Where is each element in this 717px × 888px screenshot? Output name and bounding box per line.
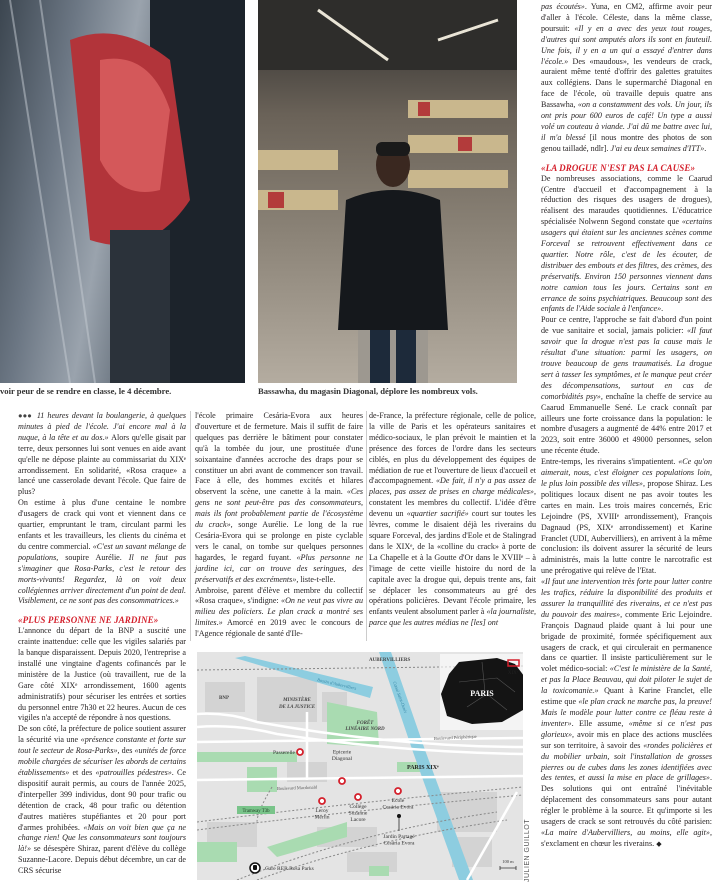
label-ministere-1: MINISTÈRE — [283, 698, 311, 703]
svg-text:Tramway T3b: Tramway T3b — [242, 809, 270, 814]
article-paragraph — [541, 577, 712, 850]
quote-text: «certains usagers qui étaient sur les anciennes scènes comme Forceval se retrouvent effectivement dans ce quartier. Notre rôle, c'est de les écouter, de distribuer des embouts et des filtres, des crèmes, des préservatifs. Environ 150 personnes viennent dans notre camion tous les jours. Certains sont en errance de soins psychiatriques. Beaucoup sont des enfants de l'Aide sociale à l'enfance» — [541, 217, 712, 314]
label-bnp: BNP — [219, 696, 229, 701]
body-text: l'école primaire Cesária-Evora aux heures d'ouverture et de fermeture. Mais il suffit de faire quelques pas derrière le bâtiment pour constater qu'à la tombée du jour, une prostituée d'une soixantaine d'années accroche des draps pour se constituer un abri avant de commencer son travail. Face à elle, des hommes excités et hilares observent la scène, une canette à la main. — [195, 411, 363, 497]
photo-right-caption: Bassawha, du magasin Diagonal, déplore les nombreux vols. — [258, 386, 478, 396]
label-foret-2: LINÉAIRE NORD — [345, 727, 385, 732]
body-text: , constatent les membres du collectif. L'idée d'être devenu un — [369, 487, 536, 519]
location-marker-icon — [339, 778, 345, 784]
quote-text: «De fait, il n'y a pas assez de places, pas assez de prises en charge médicales» — [369, 476, 536, 497]
quote-text: «Il faut savoir que la drogue n'est pas la cause mais le résultat d'une situation: parmi les usagers, on trouve beaucoup de gens traumatisés. La drogue sert à tasser les symptômes, et le manque peut créer des décompensations, surtout en cas de comorbidités psy» — [541, 326, 712, 401]
location-marker-icon — [355, 794, 361, 800]
continuation-dots-icon: ●●● — [18, 411, 32, 420]
article-paragraph — [541, 457, 712, 577]
map-point-label: Jardin Partagé — [383, 834, 415, 840]
body-text: On estime à plus d'une centaine le nombre d'usagers de crack qui vont et viennent dans ce quartier, empruntant le tram, circulant parmi les enfants et les travailleurs, les clients du cinéma et du centre commercial. — [18, 498, 186, 551]
quote-text: «Ces gens ne sont peut-être pas des consommateurs, mais ils font probablement partie de l'écosystème du crack» — [195, 487, 363, 530]
article-paragraph — [195, 411, 363, 586]
quote-text: «la journaliste, parce que les autres médias ne [les] ont — [369, 607, 537, 628]
location-marker-icon — [297, 749, 303, 755]
inset-xix-label: XIXᵉ — [507, 671, 519, 676]
body-text: et des — [69, 768, 96, 777]
inset-paris-label: PARIS — [470, 689, 494, 698]
end-mark-icon: ◆ — [656, 839, 662, 848]
article-paragraph — [195, 586, 363, 641]
body-text: Entre-temps, les riverains s'impatientent. — [541, 457, 679, 467]
body-text: Alors qu'elle gisait par terre, deux personnes lui sont venues en aide avant qu'elle ne dépose plainte au commissariat du XIXᵉ arrondissement. En solidarité, «Rosa craque» a lancé une casserolade devant l'école. Que faire de plus? — [18, 432, 186, 497]
label-boulevard: Boulevard Macdonald — [276, 784, 318, 791]
body-text: . — [661, 304, 664, 314]
article-column-2 — [195, 411, 363, 640]
article-column-1 — [18, 411, 186, 877]
body-text: [il nous montre des photos de son genou tailladé, ndlr]. — [541, 132, 712, 153]
article-column-3 — [369, 411, 536, 629]
label-gare: Gare RER Rosa Parks — [265, 866, 314, 872]
body-text: Des «maudous», les vendeurs de crack, auraient même tenté d'offrir des galettes gratuites aux collégiens. Dans le supermarché Diagonal en face de l'école, où travaille depuis quatre ans Bassawha, — [541, 56, 712, 110]
quote-text: «C'est un savant mélange de populations, — [18, 541, 187, 562]
map-point-label: Epicerie — [332, 749, 352, 756]
quote-text: «unités de force mobile chargées de sécuriser les abords de certains établissements» — [18, 746, 186, 777]
body-text: , liste-t-elle. — [296, 574, 336, 584]
map-point-label: Passerelle — [273, 750, 295, 756]
body-text: . — [704, 143, 707, 153]
body-text: . Ce dispositif aurait permis, au cours de l'année 2025, d'interpeller 399 individus, dont 90 pour trafic ou détention de crack, 48 pour trafic ou détention d'autres matières stupéfiantes et 20 pour port d'armes prohibées. — [18, 768, 186, 832]
photo-right-illustration — [258, 0, 517, 383]
quote-text: «C'est le ministère de la Santé, et pas la Place Beauvau, qui doit piloter le sujet de la toxicomanie.» — [541, 664, 712, 696]
paris-inset — [440, 654, 523, 730]
label-bassin: Bassin d'Aubervilliers — [316, 677, 357, 691]
svg-text:100 m: 100 m — [502, 859, 514, 864]
body-text: Ambroise, parent d'élève et membre du collectif «Rosa craque», s'indigne: — [195, 585, 363, 606]
body-text: . Yuna, en CM2, affirme avoir peur d'aller à l'école. Céleste, dans la même classe, poursuit: — [541, 2, 712, 33]
label-peripherique: Boulevard Périphérique — [433, 733, 477, 741]
map-point-label: Leroy — [315, 808, 329, 814]
quote-text: «Ce qu'on aimerait, nous, c'est éloigner ces populations loin, le plus loin possible des villes» — [541, 457, 712, 488]
quote-text: «La maire d'Aubervilliers, au moins, elle agit» — [541, 827, 710, 837]
neighborhood-map — [197, 652, 523, 880]
quote-text: «on a constamment des vols. Un jour, ils ont pris pour 600 euros de café! Un type a aussi volé un couteau à viande. J'ai dû me battre avec lui, il m'a blessé — [541, 100, 712, 142]
label-canal: Canal Saint-Denis — [392, 680, 409, 714]
article-paragraph — [541, 2, 712, 155]
map-point-label: Ecole — [391, 798, 405, 804]
article-paragraph — [18, 411, 186, 498]
point-dot-icon — [397, 814, 401, 818]
map-point-label: Lacore — [350, 817, 366, 823]
map-point-label: Diagonal — [331, 756, 353, 762]
body-text: , commente Eric Lejoindre. François Dagnaud plaide quant à lui pour une brigade de proximité, formée spécifiquement aux usagers de crack, et qui circulerait en permanence dans ce quartier. Il insiste particulièrement sur le volet médico-social: — [541, 609, 712, 674]
quote-text: «le plan crack ne marche pas, la preuve! Mais le modèle pour lutter contre ce fléau reste à inventer» — [541, 697, 712, 728]
body-text: , s'exclament en chœur les riverains. — [541, 827, 712, 848]
quote-text: «quartier sacrifié» — [406, 509, 469, 519]
quote-text: J'ai eu deux semaines d'ITT» — [610, 143, 705, 153]
label-ministere-2: DE LA JUSTICE — [278, 705, 316, 710]
article-column-4 — [541, 2, 712, 850]
article-paragraph — [18, 626, 186, 724]
quote-text: «présence constante et forte sur tout le secteur de Rosa-Parks» — [18, 735, 186, 756]
body-text: Amorcé en 2019 avec le concours de l'Agence régionale de santé d'Ile- — [195, 618, 363, 639]
body-text: Pour ce centre, l'approche se fait d'abord d'un point de vue sanitaire et social, jamais policier: — [541, 315, 712, 336]
body-text: De nombreuses associations, comme le Caarud (Centre d'accueil et d'accompagnement à la réduction des risques des usagers de drogues), réalisent des maraudes quotidiennes. L'éducatrice spécialisée Nolwenn Segond constate que — [541, 173, 712, 227]
quote-text: «Il y en a avec des yeux tout rouges, d'autres qui sont amputés alors ils sont en fauteuil. Une fois, il y en a un qui a essayé d'entrer dans l'école.» — [541, 23, 712, 66]
label-foret-1: FORÊT — [356, 721, 374, 726]
quote-text: «Il faut une intervention très forte pour lutter contre les trafics, réduire la disponibilité des produits et assurer la tranquillité des riverains, et ce n'est pas du pouvoir des maires» — [541, 577, 712, 619]
body-text: de-France, la préfecture régionale, celle de police, la ville de Paris et les opérateurs sanitaires et médico-sociaux, le plan prévoit le maintien et la présence des forces de l'ordre dans les secteurs ciblés, en plus du développement des équipes de médiation de rue et l'ouverture de lieux d'accueil et d'accompagnement. — [369, 411, 536, 486]
body-text: L'annonce du départ de la BNP a suscité une crainte inattendue: celle que les vigiles salariés par la banque disparaissent. Depuis 2020, l'entreprise a installé une vingtaine d'agents cofinancés par le ministère de la Justice (où travaillent, rue de la Gare côté XIXᵉ arrondissement, 1600 agents administratifs) pour sécuriser les entrées et sorties du personnel entre 7h30 et 22 heures. Aucun de ces vigiles n'a accepté de répondre à nos questions. — [18, 626, 186, 723]
map-point-label: Merlin — [314, 814, 330, 821]
tram-label — [237, 806, 275, 814]
label-paris-xix: PARIS XIXᵉ — [407, 765, 439, 771]
location-marker-icon — [319, 798, 325, 804]
column-divider — [190, 411, 191, 641]
quote-text: «Plus personne ne jardine ici, car on trouve des seringues, des préservatifs et des excréments» — [195, 552, 363, 584]
label-aubervilliers: AUBERVILLIERS — [369, 658, 411, 663]
body-text: , songe Aurélie. Le long de la rue Cesária-Evora qui se prolonge en piste cyclable vers le canal, on tombe sur quelques personnes hagardes, le regard fuyant. — [195, 520, 363, 562]
quote-text: «On ne veut pas vivre au milieu des policiers. Le plan crack a montré ses limites.» — [195, 596, 364, 628]
quote-text: Il ne faut pas s'imaginer que Rosa-Parks, c'est le retour des morts-vivants! Regardez, là on voit deux collégiennes arriver directement d'un point de deal. Visiblement, ce ne sont pas des consommatrices.» — [18, 552, 186, 606]
body-text: . Elle assume, — [571, 718, 629, 728]
body-text: , propose Shiraz. Les politiques locaux disent ne pas avoir toutes les cartes en main. Les trois maires concernés, Eric Lejoindre (PS, XVIIIᵉ arrondissement), François Dagnaud (PS, XIXᵉ arrondissement) et Karine Franclet (UDI, Aubervilliers), en arrivent à la même conclusion: ils doivent assurer la sécurité de leurs administrés, mais la lutte contre le narcotrafic est une prérogative qui relève de l'Etat. — [541, 478, 712, 576]
map-point-label: Suzanne — [348, 810, 368, 817]
body-text: , avoir mis en place des actions musclées sur son territoire, à savoir des — [541, 729, 712, 750]
photo-left — [0, 0, 245, 383]
body-text: court sur toutes les lèvres, comme le disaient déjà les riverains du square Forceval, des jardins d'Eole et de Stalingrad dans le XIXᵉ, de la «colline du crack» à porte de La Chapelle et à la Goutte d'Or dans le XVIIIᵉ – à l'image de cette vieille histoire du nord de la capitale avec la drogue qui, depuis trente ans, fait se déplacer les consommateurs au gré des opérations policières. Devant l'école primaire, les enfants veulent absolument parler à — [369, 509, 536, 617]
column-divider — [366, 411, 367, 641]
quote-text: 11 heures devant la boulangerie, à quelques minutes à pied de l'école. J'ai encore mal à la nuque, à la tête et au dos.» — [18, 411, 186, 442]
map-point — [273, 749, 303, 756]
map-point-label: Cesária Evora — [382, 804, 414, 811]
quote-text: «patrouilles pédestres» — [95, 768, 172, 777]
body-text: , des — [117, 746, 135, 756]
body-text: De son côté, la préfecture de police soutient assurer la sécurité via une — [18, 724, 186, 745]
photo-right — [258, 0, 517, 383]
map-point-label: Cesária Evora — [383, 840, 415, 847]
article-paragraph — [369, 411, 536, 629]
quote-text: «même si ce n'est pas glorieux» — [541, 718, 712, 739]
article-paragraph — [18, 724, 186, 877]
quote-text: pas écoutés» — [541, 2, 585, 11]
body-text: Quant à Karine Franclet, elle estime que — [541, 686, 712, 707]
map-credit: JULIEN GUILLOT — [524, 818, 531, 882]
photo-left-caption: voir peur de se rendre en classe, le 4 décembre. — [0, 386, 172, 396]
quote-text: «Mais on voit bien que ça ne change rien! Que les consommateurs sont toujours là!» — [18, 822, 186, 854]
map-point-label: Collège — [349, 804, 367, 810]
section-heading: «PLUS PERSONNE NE JARDINE» — [18, 615, 159, 626]
body-text: . Des solutions qui ont entraîné l'inévitable déplacement des consommateurs sans pour autant régler le problème à la source. Et qu'importe si les usagers de crack se sont retrouvés du côté parisien: — [541, 773, 712, 827]
article-paragraph — [18, 498, 186, 607]
location-marker-icon — [395, 788, 401, 794]
body-text: , enchaîne la cheffe de service au Caarud Emmanuelle Sené. Le crack connaît par ailleurs une forte croissance dans la population: le nombre d'usagers a augmenté de 44% entre 2017 et 2023, soit entre 36000 et 49000 personnes, selon une récente étude. — [541, 391, 713, 456]
photo-left-illustration — [0, 0, 245, 383]
section-heading: «LA DROGUE N'EST PAS LA CAUSE» — [541, 162, 696, 173]
article-paragraph — [541, 315, 712, 457]
body-text: soupire Aurélie. — [58, 552, 129, 562]
body-text: se désespère Shiraz, parent d'élève du collège Suzanne-Lacore. Depuis début décembre, un car de CRS sécurise — [18, 844, 186, 876]
article-paragraph — [541, 174, 712, 316]
quote-text: «rondes policières et du mobilier urbain, soit l'installation de grosses pierres ou de cubes dans les zones identifiées avec des tentes, et aussi la mise en place de grillages» — [541, 740, 712, 783]
